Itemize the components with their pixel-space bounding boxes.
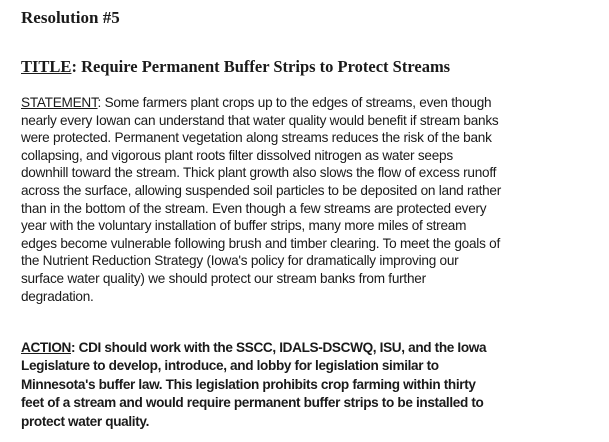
resolution-heading: Resolution #5 (21, 8, 120, 27)
statement-line: degradation. (21, 288, 94, 304)
action-line: Legislature to develop, introduce, and lobby for legislation similar to (21, 358, 439, 374)
action-line: protect water quality. (21, 413, 150, 429)
statement-line: were protected. Permanent vegetation along streams reduces the risk of the bank (21, 130, 492, 146)
resolution-title (21, 57, 450, 77)
action-line: Minnesota's buffer law. This legislation prohibits crop farming within thirty (21, 376, 476, 392)
statement-line: collapsing, and vigorous plant roots filter dissolved nitrogen as water seeps (21, 147, 453, 163)
statement-line: surface water quality) we should protect our stream banks from further (21, 270, 426, 286)
action-line: : CDI should work with the SSCC, IDALS-DSCWQ, ISU, and the Iowa (71, 340, 487, 355)
statement-line: the Nutrient Reduction Strategy (Iowa's policy for dramatically improving our (21, 253, 459, 269)
statement-line: downhill toward the stream. Thick plant growth also slows the flow of excess runoff (21, 165, 497, 181)
statement-line: year with the voluntary installation of buffer strips, many more miles of stream (21, 218, 467, 234)
title-text: : Require Permanent Buffer Strips to Protect Streams (71, 57, 451, 76)
statement-line: than in the bottom of the stream. Even though a few streams are protected every (21, 200, 487, 216)
action-label: ACTION (21, 340, 72, 355)
statement-label: STATEMENT (21, 95, 98, 110)
action-line: feet of a stream and would require permanent buffer strips to be installed to (21, 395, 484, 411)
statement-line: edges become vulnerable following brush and timber clearing. To meet the goals of (21, 235, 500, 251)
action-paragraph (21, 339, 486, 431)
statement-line: across the surface, allowing suspended soil particles to be deposited on land rather (21, 182, 502, 198)
statement-line: nearly every Iowan can understand that water quality would benefit if stream banks (21, 112, 499, 128)
statement-line: : Some farmers plant crops up to the edges of streams, even though (97, 95, 492, 110)
statement-paragraph (21, 94, 501, 305)
title-label: TITLE (21, 57, 72, 76)
